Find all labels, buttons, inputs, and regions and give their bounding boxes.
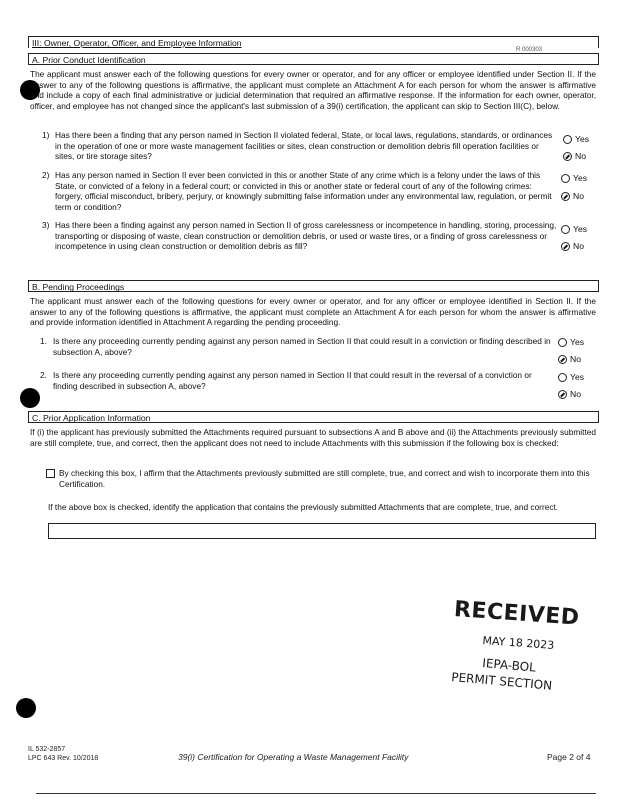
part-b-q1-no[interactable]: No bbox=[558, 354, 581, 365]
bottom-rule bbox=[36, 793, 596, 794]
radio-unchecked[interactable] bbox=[563, 135, 572, 144]
radio-unchecked[interactable] bbox=[558, 338, 567, 347]
radio-checked[interactable] bbox=[558, 355, 567, 364]
stamp-agency: IEPA-BOL bbox=[481, 656, 537, 675]
part-b-intro: The applicant must answer each of the following questions for every owner or operator, and for any officer or employee identified in Section II. If the answer to any of the following questions is affirmative, the applicant must complete an Attachment A for each person for whom the answer is affirmative and provide information identified in Attachment A regarding the pending proceeding. bbox=[30, 296, 596, 328]
part-b-q2-no[interactable]: No bbox=[558, 389, 581, 400]
radio-unchecked[interactable] bbox=[558, 373, 567, 382]
part-c-intro: If (i) the applicant has previously submitted the Attachments required pursuant to subsections A and B above and (ii) the Attachments previously submitted are still complete, true, and correct, then the applicant does not need to include Attachments with this submission if the following box is checked: bbox=[30, 427, 596, 448]
footer-title: 39(i) Certification for Operating a Waste Management Facility bbox=[178, 752, 409, 762]
radio-checked[interactable] bbox=[558, 390, 567, 399]
part-a-q3-yes[interactable]: Yes bbox=[561, 224, 587, 235]
part-a-question-1: 1) Has there been a finding that any person named in Section II violated federal, State, or local laws, regulations, standards, or ordinances in the operation of one or more waste management facilities or sites, clean construction or demolition debris fill operation facilities or sites, or tire storage sites? bbox=[42, 130, 553, 162]
radio-checked[interactable] bbox=[561, 242, 570, 251]
form-code-1: IL 532-2857 bbox=[28, 746, 66, 753]
part-a-q1-no[interactable]: No bbox=[563, 151, 586, 162]
section-title: III: Owner, Operator, Officer, and Employee Information bbox=[32, 38, 242, 48]
part-a-q2-no[interactable]: No bbox=[561, 191, 584, 202]
doc-id: R 000303 bbox=[516, 47, 543, 53]
part-b-heading: B. Pending Proceedings bbox=[28, 280, 599, 292]
stamp-section: PERMIT SECTION bbox=[450, 670, 553, 693]
part-b-q2-yes[interactable]: Yes bbox=[558, 372, 584, 383]
prior-attachments-checkbox-row bbox=[46, 468, 596, 489]
part-b-question-1: 1. Is there any proceeding currently pending against any person named in Section II that could result in a conviction or finding described in subsection A, above? bbox=[40, 336, 551, 357]
part-a-q1-yes[interactable]: Yes bbox=[563, 134, 589, 145]
part-b-q1-yes[interactable]: Yes bbox=[558, 337, 584, 348]
section-header bbox=[28, 36, 599, 48]
part-a-intro: The applicant must answer each of the following questions for every owner or operator, and for any officer or employee identified under Section II. If the answer to any of the following questions is affirmative, the applicant must complete an Attachment A for each person for whom the answer is affirmative and include a copy of each final administrative or judicial determination that required an affirmative response. If the information for each owner, operator, officer, and employee has not changed since the applicant's last submission of a 39(i) certification, the applicant can skip to Section III(C), below. bbox=[30, 69, 596, 111]
radio-checked[interactable] bbox=[563, 152, 572, 161]
part-a-q2-yes[interactable]: Yes bbox=[561, 173, 587, 184]
radio-unchecked[interactable] bbox=[561, 174, 570, 183]
punch-hole-middle bbox=[20, 388, 40, 408]
part-a-question-2: 2) Has any person named in Section II ever been convicted in this or another State of any crime which is a felony under the laws of this State, or convicted of a felony in a federal court; or convicted in this or another state or federal court of any of the following crimes: forgery, official misconduct, bribery, perjury, or knowingly submitting false information under any environmental law, regulation, or permit term or condition? bbox=[42, 170, 552, 212]
radio-unchecked[interactable] bbox=[561, 225, 570, 234]
radio-checked[interactable] bbox=[561, 192, 570, 201]
stamp-received: RECEIVED bbox=[453, 596, 581, 631]
prior-attachments-checkbox-label: By checking this box, I affirm that the Attachments previously submitted are still complete, true, and correct and wish to incorporate them into this Certification. bbox=[59, 468, 590, 489]
part-a-q3-no[interactable]: No bbox=[561, 241, 584, 252]
part-c-heading: C. Prior Application Information bbox=[28, 411, 599, 423]
stamp-date: MAY 18 2023 bbox=[482, 634, 555, 652]
part-a-question-3: 3) Has there been a finding against any person named in Section II of gross carelessness or incompetence in handling, storing, processing, transporting or disposing of waste, clean construction or demolition debris, or used or waste tires, or a finding of gross carelessness or incompetence in using clean construction or demolition debris as fill? bbox=[42, 220, 557, 252]
part-c-followup: If the above box is checked, identify the application that contains the previously submitted Attachments that are complete, true, and correct. bbox=[48, 502, 559, 512]
prior-application-field[interactable] bbox=[48, 523, 596, 539]
punch-hole-bottom bbox=[16, 698, 36, 718]
page-number: Page 2 of 4 bbox=[547, 752, 591, 762]
form-code-2: LPC 643 Rev. 10/2018 bbox=[28, 755, 99, 762]
prior-attachments-checkbox[interactable] bbox=[46, 469, 55, 478]
part-b-question-2: 2. Is there any proceeding currently pending against any person named in Section II that could result in the reversal of a conviction or finding described in subsection A, above? bbox=[40, 370, 532, 391]
part-a-heading: A. Prior Conduct Identification bbox=[28, 53, 599, 65]
